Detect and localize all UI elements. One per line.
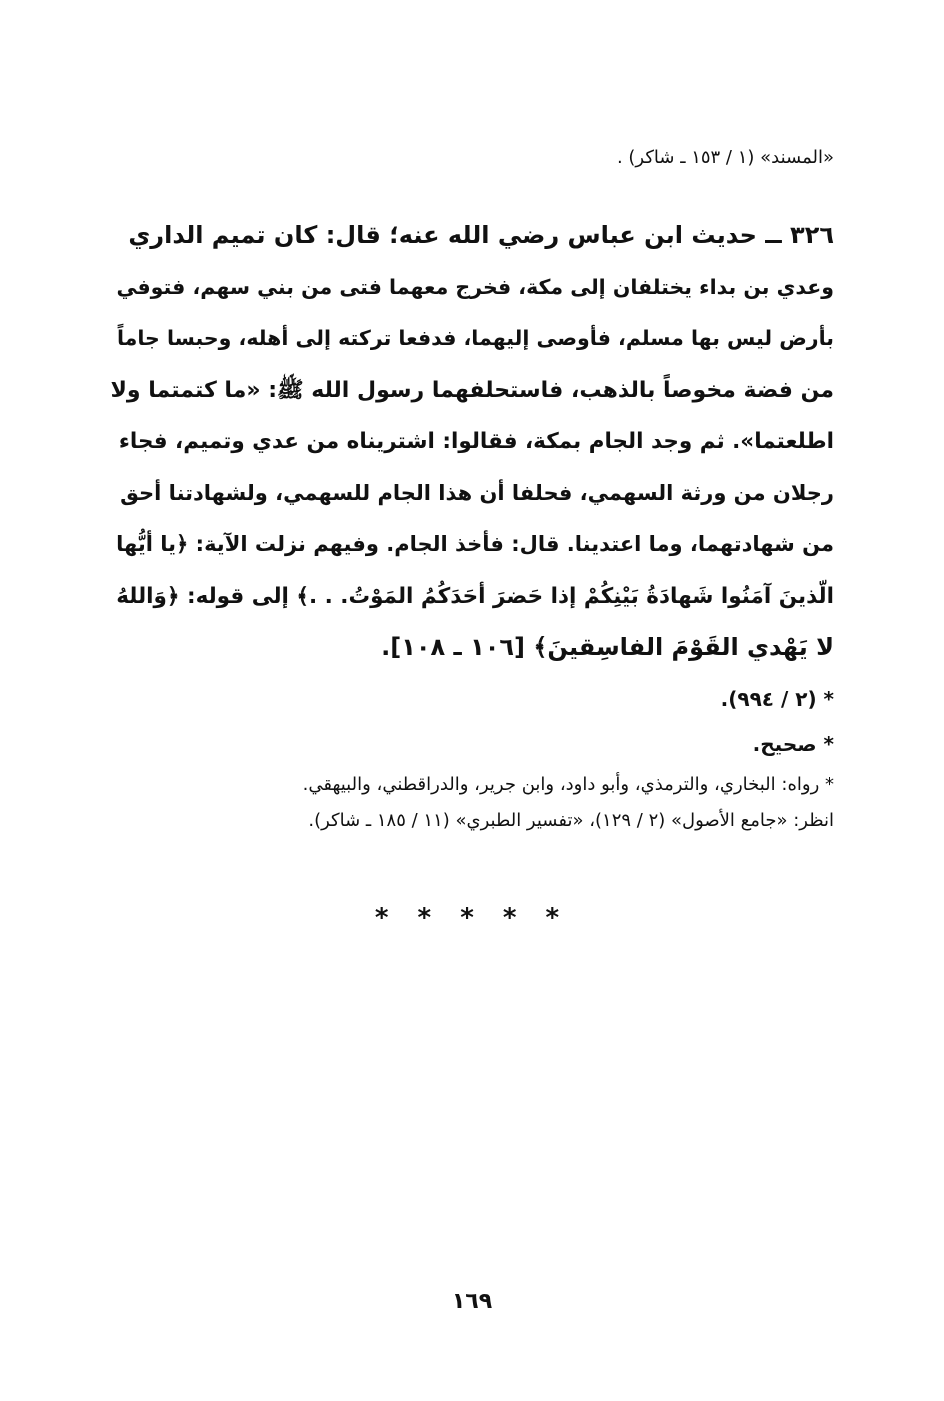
hadith-line: الّذينَ آمَنُوا شَهادَةُ بَيْنِكُمْ إذا حَضرَ أحَدَكُمُ المَوْتُ. . .﴾ إلى قوله: ﴿وَاللهُ <box>116 583 834 609</box>
hadith-line: بأرض ليس بها مسلم، فأوصى إليهما، فدفعا تركته إلى أهله، وحبسا جاماً <box>116 326 834 350</box>
previous-hadith-reference: «المسند» (١ / ١٥٣ ـ شاكر) . <box>616 147 834 168</box>
section-separator: * * * * * <box>374 903 570 933</box>
hadith-line: من فضة مخوصاً بالذهب، فاستحلفهما رسول الله ﷺ: «ما كتمتما ولا <box>110 377 834 403</box>
page-number: ١٦٩ <box>451 1289 493 1314</box>
hadith-notes <box>110 677 834 839</box>
hadith-line: وعدي بن بداء يختلفان إلى مكة، فخرج معهما فتى من بني سهم، فتوفي <box>116 274 834 299</box>
grading-note: * صحيح. <box>752 732 834 756</box>
hadith-line: رجلان من ورثة السهمي، فحلفا أن هذا الجام للسهمي، ولشهادتنا أحق <box>120 480 834 505</box>
hadith-text <box>110 210 834 674</box>
source-reference-note: * (٢ / ٩٩٤). <box>720 687 834 711</box>
hadith-line: ٣٢٦ ــ حديث ابن عباس رضي الله عنه؛ قال: كان تميم الداري <box>128 221 834 249</box>
hadith-line: من شهادتهما، وما اعتدينا. قال: فأخذ الجام. وفيهم نزلت الآية: ﴿يا أيُّها <box>116 532 834 556</box>
narrators-note: * رواه: البخاري، والترمذي، وأبو داود، وابن جرير، والدراقطني، والبيهقي. <box>302 774 834 795</box>
hadith-line: لا يَهْدي القَوْمَ الفاسِقينَ﴾ [١٠٦ ـ ١٠٨]. <box>381 633 834 661</box>
see-also-note: انظر: «جامع الأصول» (٢ / ١٢٩)، «تفسير الطبري» (١١ / ١٨٥ ـ شاكر). <box>308 810 834 831</box>
hadith-line: اطلعتما». ثم وجد الجام بمكة، فقالوا: اشتريناه من عدي وتميم، فجاء <box>118 429 834 454</box>
